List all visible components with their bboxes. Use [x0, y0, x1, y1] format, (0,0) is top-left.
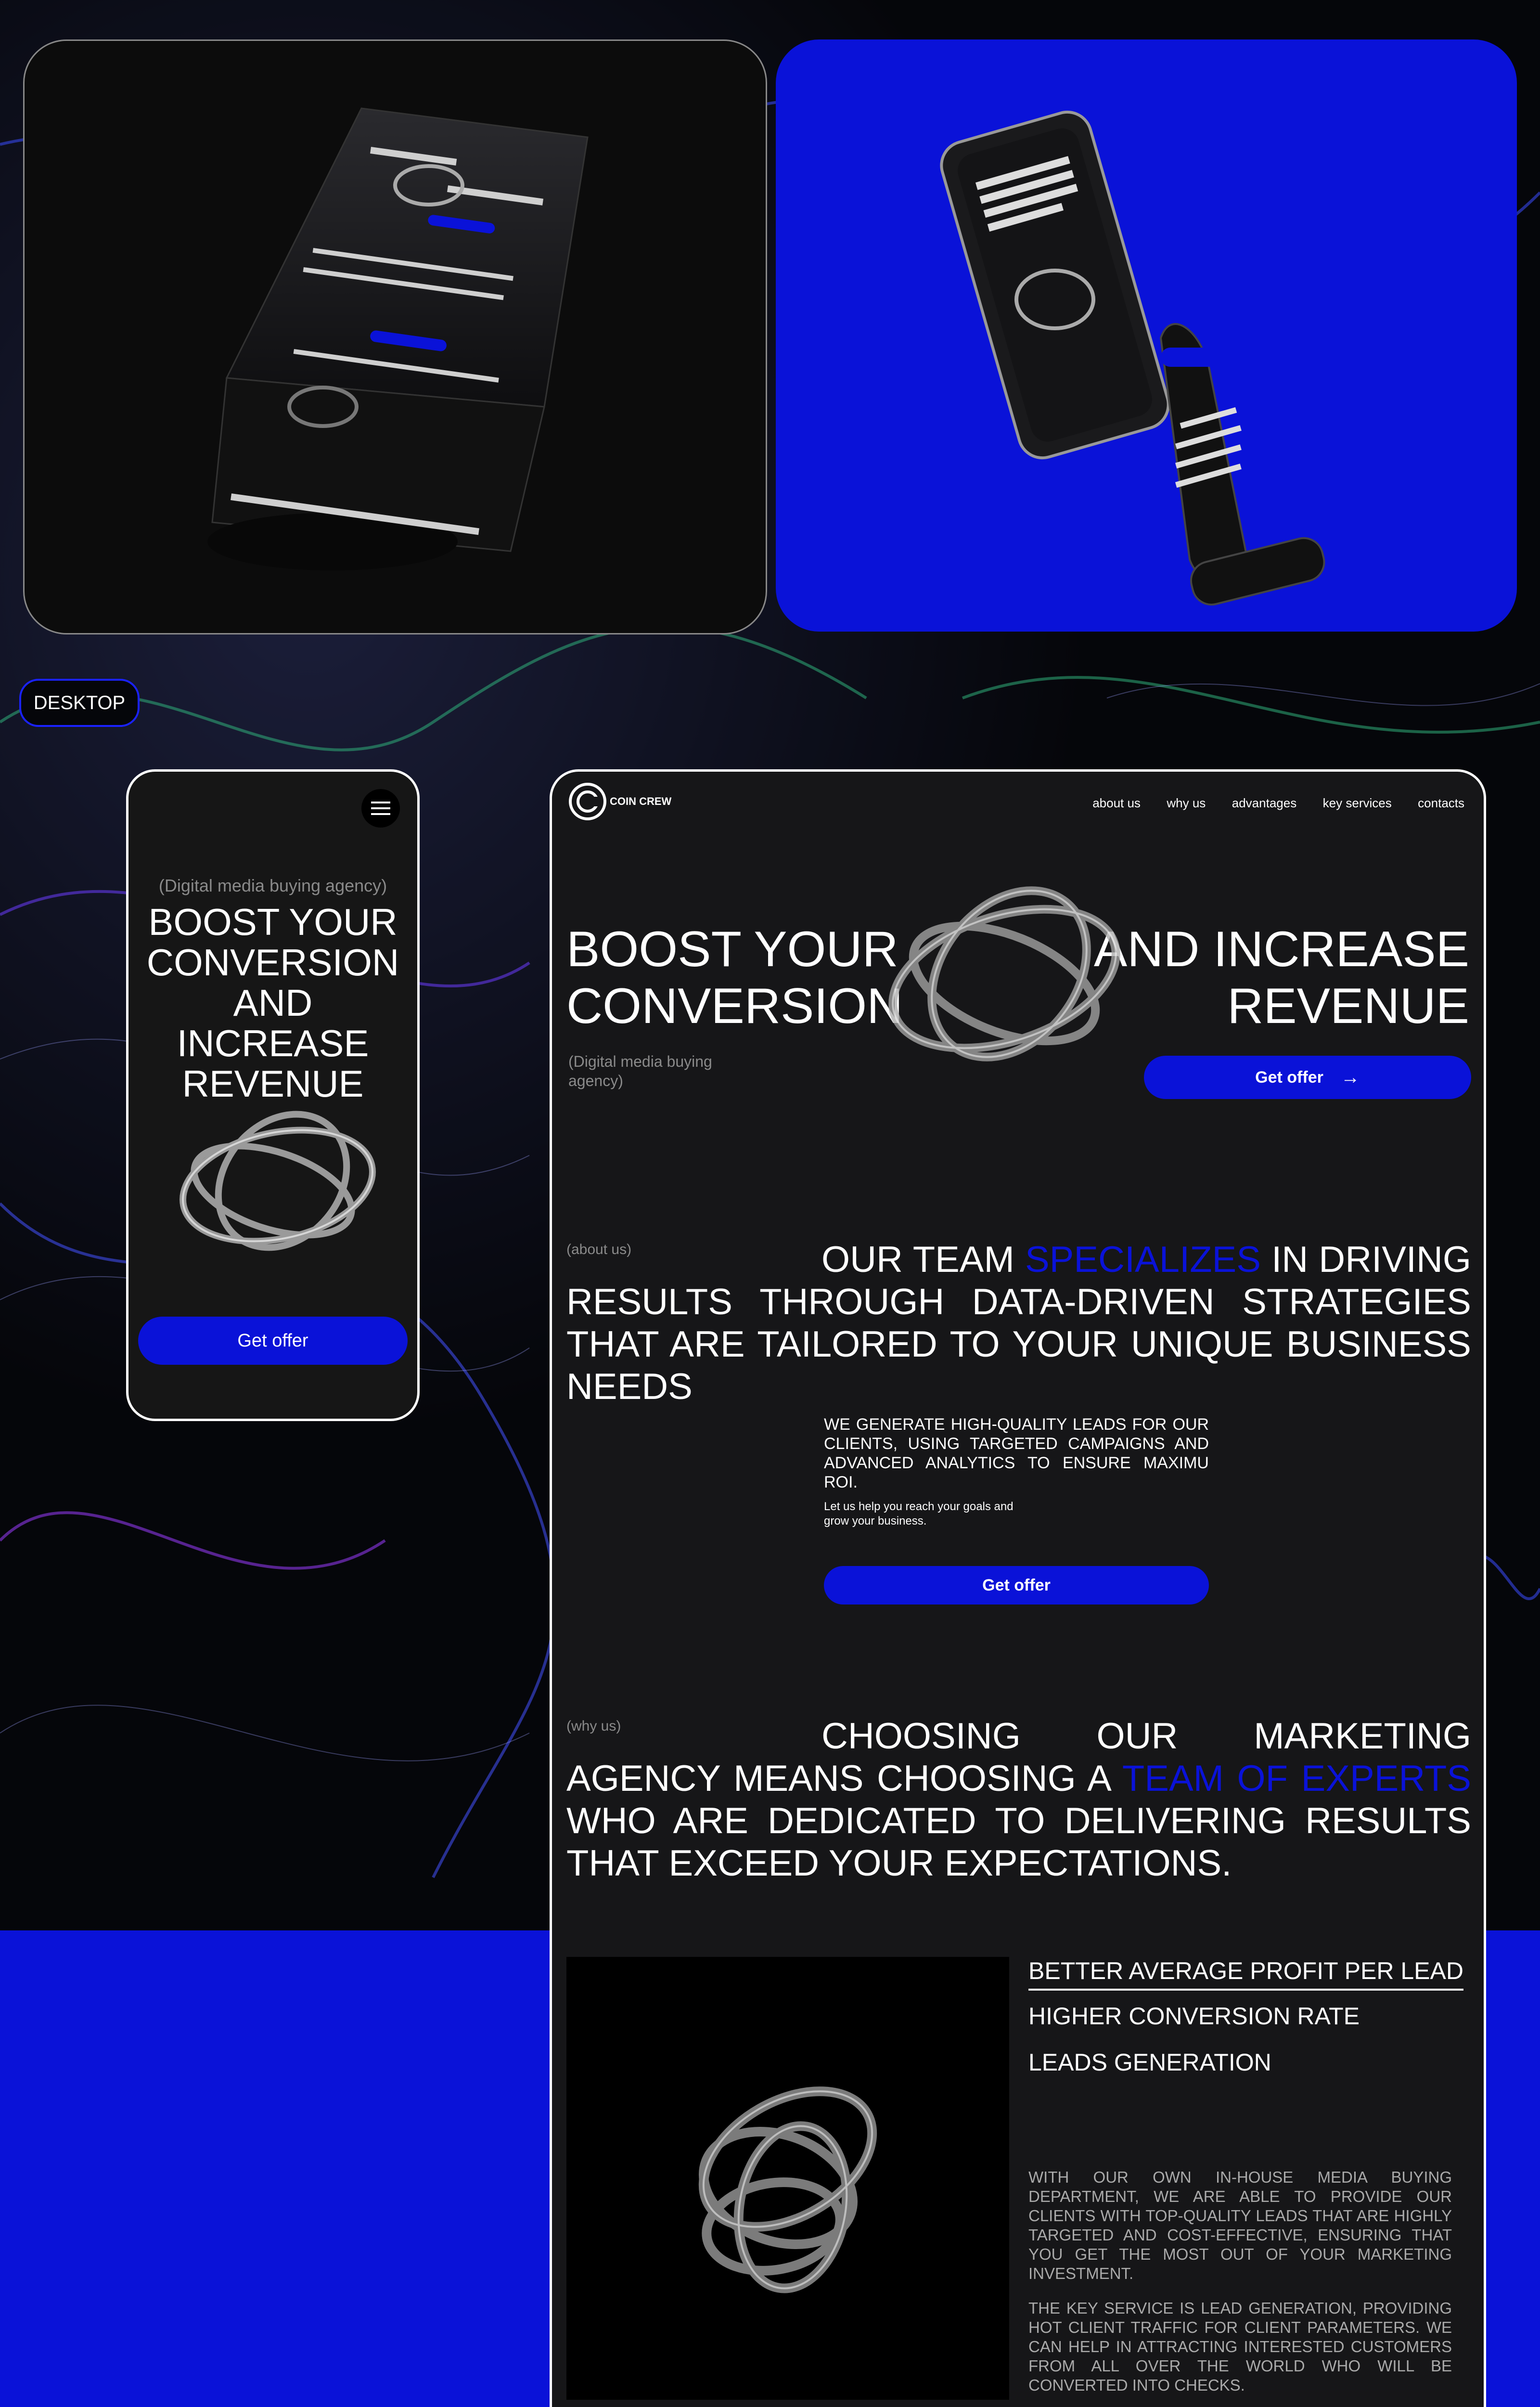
mobile-tagline: (Digital media buying agency) [158, 876, 387, 895]
menu-button[interactable] [361, 789, 400, 828]
about-body: WE GENERATE HIGH-QUALITY LEADS FOR OUR CLIENTS, USING TARGETED CAMPAIGNS AND ADVANCED ANALYTICS TO ENSURE MAXIMU ROI. [824, 1415, 1209, 1491]
nav-why-us[interactable]: why us [1167, 796, 1206, 810]
mobile-preview [126, 769, 420, 1421]
scroll-mockup-illustration [25, 41, 766, 633]
hero-right-line2: REVENUE [1227, 978, 1469, 1034]
why-tab-profit[interactable]: BETTER AVERAGE PROFIT PER LEAD [1028, 1957, 1463, 1991]
about-get-offer-button[interactable] [824, 1566, 1209, 1605]
hamburger-icon [371, 802, 390, 815]
mockup-dark-card [23, 39, 767, 634]
mobile-get-offer-label: Get offer [237, 1330, 308, 1351]
desktop-preview [550, 769, 1486, 2407]
hero-glass-knot-image [860, 858, 1149, 1099]
hero-right-line1: AND INCREASE [1093, 921, 1469, 977]
nav-about-us[interactable]: about us [1092, 796, 1141, 810]
why-paragraph-1: WITH OUR OWN IN-HOUSE MEDIA BUYING DEPARTMENT, WE ARE ABLE TO PROVIDE OUR CLIENTS WITH TOP-QUALITY LEADS THAT ARE HIGHLY TARGETED AND COST-EFFECTIVE, ENSURING THAT YOU GET THE MOST OUT OF YOUR MARKETING INVESTMENT. [1028, 2168, 1452, 2282]
about-note: Let us help you reach your goals and grow your business. [824, 1500, 1014, 1527]
about-heading [566, 1239, 1471, 1408]
coin-logo-icon [568, 782, 607, 821]
hero-left-line2: CONVERSION [566, 978, 903, 1034]
why-tab-conversion[interactable]: HIGHER CONVERSION RATE [1028, 2003, 1360, 2030]
about-heading-post: IN DRIVING RESULTS THROUGH DATA-DRIVEN STRATEGIES THAT ARE TAILORED TO YOUR UNIQUE BUSINESS NEEDS [566, 1239, 1471, 1407]
glass-knot-image [157, 1089, 393, 1282]
hero-left-title [566, 921, 903, 1035]
hero-get-offer-button[interactable] [1144, 1056, 1471, 1099]
about-heading-pre: OUR TEAM [821, 1239, 1025, 1280]
section-badge-label: DESKTOP [33, 692, 126, 713]
why-heading-post: WHO ARE DEDICATED TO DELIVERING RESULTS THAT EXCEED YOUR EXPECTATIONS. [566, 1800, 1471, 1884]
about-get-offer-label: Get offer [982, 1576, 1051, 1594]
why-image [566, 1957, 1009, 2400]
mockup-blue-card [776, 39, 1517, 632]
section-badge [19, 679, 140, 727]
nav-key-services[interactable]: key services [1322, 796, 1392, 810]
hero-left-line1: BOOST YOUR [566, 921, 898, 977]
hero-tagline: (Digital media buying agency) [568, 1053, 712, 1089]
logo[interactable] [568, 782, 671, 821]
hero-right-title [1094, 921, 1469, 1035]
phone-mockup-illustration [776, 39, 1517, 632]
why-heading-pre: CHOOSING OUR MARKETING AGENCY MEANS CHOOSING A [566, 1716, 1471, 1799]
top-nav [1068, 796, 1464, 811]
hero-get-offer-label: Get offer [1255, 1068, 1323, 1087]
about-label: (about us) [566, 1242, 632, 1257]
why-heading [566, 1715, 1471, 1885]
nav-advantages[interactable]: advantages [1232, 796, 1297, 810]
why-paragraph-2: THE KEY SERVICE IS LEAD GENERATION, PROVIDING HOT CLIENT TRAFFIC FOR CLIENT PARAMETERS. WE CAN HELP IN ATTRACTING INTERESTED CUSTOMERS FROM ALL OVER THE WORLD WHO WILL BE CONVERTED INTO CHECKS. [1028, 2299, 1452, 2394]
about-heading-accent: SPECIALIZES [1025, 1239, 1261, 1280]
arrow-right-icon: → [1340, 1066, 1360, 1088]
logo-text: COIN CREW [610, 795, 672, 807]
why-heading-accent: TEAM OF EXPERTS [1122, 1758, 1471, 1799]
why-label: (why us) [566, 1718, 621, 1734]
mobile-headline: BOOST YOUR CONVERSION AND INCREASE REVENUE [146, 901, 399, 1105]
mobile-get-offer-button[interactable] [138, 1317, 408, 1365]
nav-contacts[interactable]: contacts [1418, 796, 1464, 810]
why-tab-leads[interactable]: LEADS GENERATION [1028, 2049, 1271, 2076]
glass-coil-image [566, 1957, 1009, 2400]
